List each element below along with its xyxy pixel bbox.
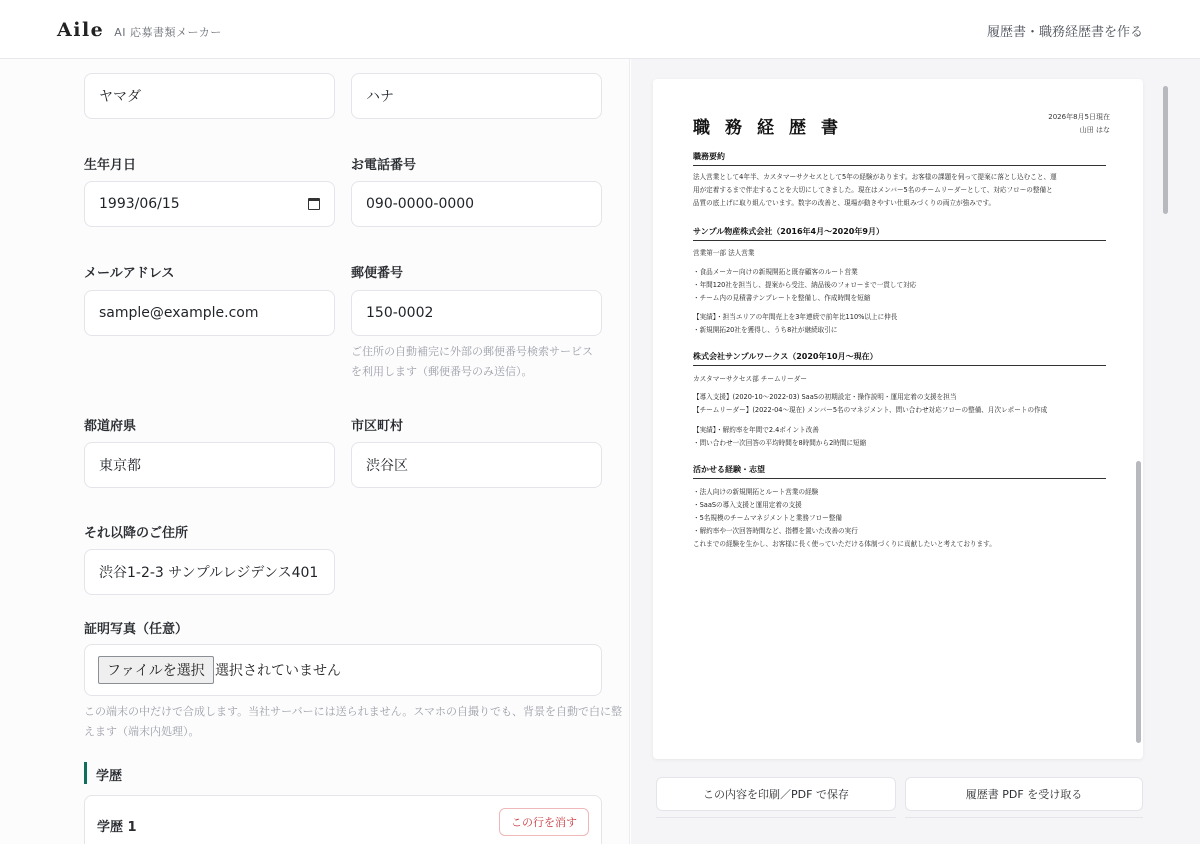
document-author: 山田 はな [1079, 126, 1110, 134]
education-section-title: 学歴 [96, 769, 123, 784]
skills-line: ・解約率や一次回答時間など、指標を置いた改善の実行 [693, 527, 858, 535]
photo-hint-line2: えます（端末内処理）。 [84, 725, 200, 738]
address-label: それ以降のご住所 [84, 526, 189, 541]
city-label: 市区町村 [351, 419, 404, 434]
prefecture-input[interactable]: 東京都 [84, 442, 335, 488]
summary-line: 用が定着するまで伴走することを大切にしてきました。現在はメンバー5名のチームリーダーとして、対応フローの整備と [693, 186, 1053, 194]
postal-code-hint-line1: ご住所の自動補完に外部の郵便番号検索サービス [351, 345, 593, 358]
job2-result: 【実績】・解約率を年間で2.4ポイント改善 [693, 426, 819, 434]
divider [656, 817, 896, 818]
photo-file-input[interactable] [84, 644, 602, 696]
page-scrollbar-thumb[interactable] [1163, 86, 1168, 214]
job2-line: 【導入支援】(2020-10〜2022-03) SaaSの初期設定・操作説明・運用定着の支援を担当 [693, 393, 957, 401]
education-entry-card [84, 795, 602, 844]
job2-result: ・問い合わせ一次回答の平均時間を8時間から2時間に短縮 [693, 439, 867, 447]
job1-dept: 営業第一部 法人営業 [693, 249, 755, 257]
document-date-block [1048, 111, 1110, 137]
job1-line: ・食品メーカー向けの新規開拓と既存顧客のルート営業 [693, 268, 858, 276]
preview-panel [631, 59, 1200, 844]
document-title: 職務経歴書 [693, 118, 853, 138]
prefecture-label: 都道府県 [84, 419, 137, 434]
skills-line: ・法人向けの新規開拓とルート営業の経験 [693, 488, 819, 496]
birthdate-value: 1993/06/15 [99, 196, 180, 212]
email-input[interactable]: sample@example.com [84, 290, 335, 336]
brand-tagline: AI 応募書類メーカー [114, 26, 222, 39]
summary-heading: 職務要約 [693, 151, 1106, 166]
birthdate-label: 生年月日 [84, 158, 137, 173]
job1-line: ・チーム内の見積書テンプレートを整備し、作成時間を短縮 [693, 294, 871, 302]
photo-hint-line1: この端末の中だけで合成します。当社サーバーには送られません。スマホの自撮りでも、背景を自動で白に整 [84, 705, 623, 718]
print-pdf-button[interactable]: この内容を印刷／PDF で保存 [656, 777, 896, 811]
first-name-kana-input[interactable]: ハナ [351, 73, 602, 119]
job2-dept: カスタマーサクセス部 チームリーダー [693, 375, 807, 383]
job1-line: ・年間120社を担当し、提案から受注、納品後のフォローまで一貫して対応 [693, 281, 917, 289]
last-name-kana-input[interactable]: ヤマダ [84, 73, 335, 119]
phone-label: お電話番号 [351, 158, 417, 173]
skills-line: ・SaaSの導入支援と運用定着の支援 [693, 501, 802, 509]
resume-preview-paper [653, 79, 1143, 759]
app-header [0, 0, 1200, 59]
job1-result: ・新規開拓20社を獲得し、うち8社が継続取引に [693, 326, 838, 334]
brand-logo[interactable]: Aile [57, 19, 105, 41]
skills-line: ・5名規模のチームマネジメントと業務フロー整備 [693, 514, 842, 522]
document-date: 2026年8月5日現在 [1048, 113, 1110, 121]
receive-pdf-button[interactable]: 履歴書 PDF を受け取る [905, 777, 1143, 811]
postal-code-hint-line2: を利用します（郵便番号のみ送信）。 [351, 365, 533, 378]
skills-line: これまでの経験を生かし、お客様に長く使っていただける体制づくりに貢献したいと考えております。 [693, 540, 996, 548]
choose-file-button[interactable]: ファイルを選択 [98, 656, 214, 684]
email-label: メールアドレス [84, 266, 175, 281]
skills-heading: 活かせる経験・志望 [693, 464, 1106, 479]
education-entry-title: 学歴 1 [97, 820, 137, 835]
preview-scrollbar-thumb[interactable] [1136, 461, 1141, 743]
calendar-icon[interactable] [308, 198, 320, 210]
brand[interactable] [57, 19, 222, 41]
file-status: 選択されていません [215, 663, 341, 679]
job2-heading: 株式会社サンプルワークス（2020年10月〜現在） [693, 351, 1106, 366]
photo-label: 証明写真（任意） [84, 622, 189, 637]
birthdate-input[interactable] [84, 181, 335, 227]
postal-code-input[interactable]: 150-0002 [351, 290, 602, 336]
address-input[interactable]: 渋谷1-2-3 サンプルレジデンス401 [84, 549, 335, 595]
summary-line: 品質の底上げに取り組んでいます。数字の改善と、現場が動きやすい仕組みづくりの両立が強みです。 [693, 199, 996, 207]
job1-heading: サンプル物産株式会社（2016年4月〜2020年9月） [693, 226, 1106, 241]
section-accent-bar [84, 762, 87, 784]
phone-input[interactable]: 090-0000-0000 [351, 181, 602, 227]
divider [905, 817, 1143, 818]
summary-line: 法人営業として4年半、カスタマーサクセスとして5年の経験があります。お客様の課題を伺って提案に落とし込むこと、運 [693, 173, 1057, 181]
job2-line: 【チームリーダー】(2022-04〜現在) メンバー5名のマネジメント、問い合わせ対応フローの整備、月次レポートの作成 [693, 406, 1048, 414]
postal-code-label: 郵便番号 [351, 266, 404, 281]
form-panel[interactable] [0, 59, 630, 844]
job1-result: 【実績】・担当エリアの年間売上を3年連続で前年比110%以上に伸長 [693, 313, 898, 321]
city-input[interactable]: 渋谷区 [351, 442, 602, 488]
delete-row-button[interactable]: この行を消す [499, 808, 589, 836]
create-documents-link[interactable]: 履歴書・職務経歴書を作る [986, 25, 1143, 40]
